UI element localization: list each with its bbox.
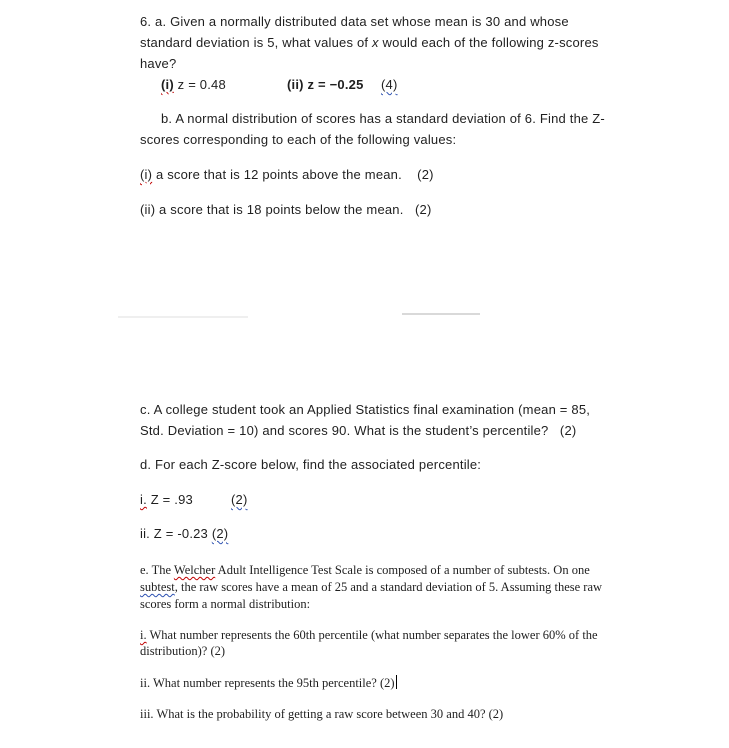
q6e-line-3: scores form a normal distribution: — [140, 597, 311, 611]
variable-x: x — [372, 35, 379, 50]
q6e-item-i-line-1: i. What number represents the 60th percentile (what number separates the lower 60% of the — [140, 628, 598, 642]
q6e-item-i-line-2: distribution)? (2) — [140, 644, 226, 658]
q6e-line-2: subtest, the raw scores have a mean of 25 and a standard deviation of 5. Assuming these raw — [140, 580, 603, 594]
q6b-item-i: (i) a score that is 12 points above the mean. (2) — [140, 167, 434, 182]
q6b-line-1: b. A normal distribution of scores has a standard deviation of 6. Find the Z- — [161, 111, 605, 126]
faint-rule-right — [402, 313, 480, 315]
misspelled-word: Welcher — [173, 563, 216, 577]
q6c-line-1: c. A college student took an Applied Statistics final examination (mean = 85, — [140, 402, 591, 417]
text-cursor — [396, 675, 397, 689]
q6b-item-ii: (ii) a score that is 18 points below the mean. (2) — [140, 202, 432, 217]
q6d-item-ii: ii. Z = -0.23 (2) — [140, 526, 229, 541]
q6e-item-ii: ii. What number represents the 95th percentile? (2) — [140, 676, 395, 690]
q6b-line-2: scores corresponding to each of the following values: — [140, 132, 457, 147]
q6d-item-i-number: i. — [140, 492, 147, 507]
faint-rule-left — [118, 316, 248, 318]
q6e-item-iii: iii. What is the probability of getting a raw score between 30 and 40? (2) — [140, 707, 504, 721]
q6d-item-i-marks: (2) — [231, 492, 248, 507]
q6a-line-3: have? — [140, 56, 177, 71]
q6a-line-1: 6. a. Given a normally distributed data set whose mean is 30 and whose — [140, 14, 569, 29]
q6c-line-2: Std. Deviation = 10) and scores 90. What is the student’s percentile? (2) — [140, 423, 577, 438]
q6a-line-2: standard deviation is 5, what values of x would each of the following z-scores — [140, 35, 599, 50]
q6e-item-i-number: i. — [140, 628, 147, 642]
q6a-item-ii: (ii) z = −0.25 — [287, 77, 364, 92]
q6e-line-1: e. The Welcher Adult Intelligence Test Scale is composed of a number of subtests. On one — [140, 563, 590, 577]
q6a-item-i: (i) z = 0.48 — [161, 77, 226, 92]
q6d-item-i: i. Z = .93 — [140, 492, 193, 507]
q6b-item-i-number: (i) — [140, 167, 153, 182]
q6d-heading: d. For each Z-score below, find the associated percentile: — [140, 457, 482, 472]
q6a-marks: (4) — [381, 77, 398, 92]
q6a-item-i-number: (i) — [161, 77, 174, 92]
